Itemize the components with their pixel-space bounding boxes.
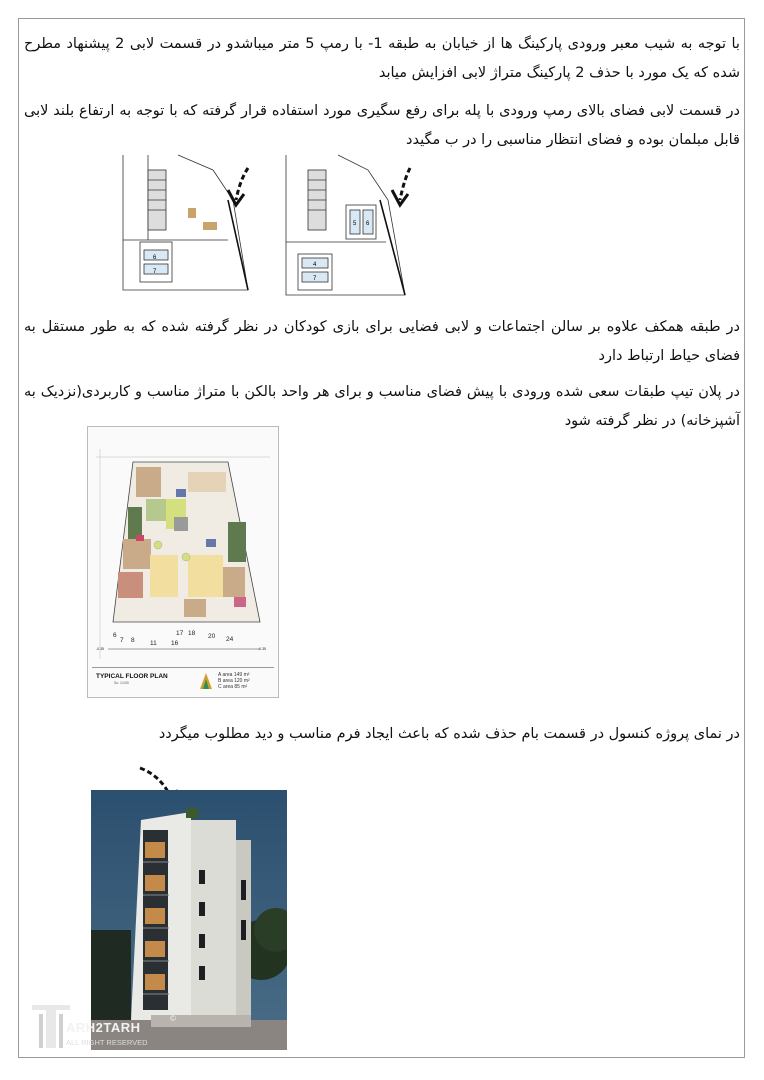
parking-lobby-plans [118,150,418,298]
room-number: 11 [150,640,157,647]
paragraph-parking-ramp: با توجه به شیب معبر ورودی پارکینگ ها از خیابان به طبقه 1- با رمپ 5 متر میباشدو در قسمت لابی 2 پیشنهاد مطرح شده که یک مورد با حذف 2 پارکینگ متراژ لابی افزایش میابد [24,36,740,81]
parking-right-car-1: 5 [353,221,357,227]
legend-value: 120 m² [234,678,250,684]
parking-plan-left [123,155,248,290]
legend-label: A area [218,672,233,678]
watermark-copyright: © [170,1014,176,1023]
logo-mark-icon [198,671,214,691]
paragraph-ground-floor: در طبقه همکف علاوه بر سالن اجتماعات و لابی فضایی برای بازی کودکان در نظر گرفته شده که به طور مستقل به فضای حیاط ارتباط دارد [24,319,740,364]
paragraph-facade: در نمای پروژه کنسول در قسمت بام حذف شده که باعث ایجاد فرم مناسب و دید مطلوب میگردد [158,726,740,742]
area-legend [218,672,250,690]
legend-label: C area [218,684,234,690]
watermark-brand: ARH2TARH [66,1020,141,1035]
room-number: 24 [226,636,234,643]
legend-value: 149 m² [233,672,250,678]
room-number: 16 [171,640,179,647]
paragraph-typical-floor: در پلان تیپ طبقات سعی شده ورودی با پیش فضای مناسب و برای هر واحد بالکن با متراژ مناسب و کاربردی(نزدیک به آشپزخانه) در نظر گرفته شود [24,384,740,429]
room-number: 18 [188,630,196,637]
parking-left-car-2: 7 [153,269,157,275]
parking-left-car-1: 6 [153,255,157,261]
room-number: 8 [131,637,135,644]
level-label: -0.35 [258,647,266,651]
legend-label: B area [218,678,233,684]
room-number: 7 [120,637,124,644]
parking-right-car-2: 6 [366,221,370,227]
room-number: 6 [113,632,117,639]
paragraph-lobby: در قسمت لابی فضای بالای رمپ ورودی با پله برای رفع سگیری مورد استفاده قرار گرفته که با توجه به ارتفاع بلند لابی قابل مبلمان بوده و فضای انتظار مناسبی را در ب مگیدد [24,103,740,148]
room-number: 20 [208,633,216,640]
plan-scale: Sc: 1/100 [114,681,129,685]
facade-render [91,790,287,1050]
level-label: -0.35 [96,647,104,651]
typical-floor-plan [87,426,279,698]
plan-title: TYPICAL FLOOR PLAN [96,673,168,680]
parking-plan-right [286,155,405,295]
legend-value: 85 m² [234,684,248,690]
room-number: 17 [176,630,184,637]
parking-right-car-3: 4 [313,262,317,268]
parking-right-car-4: 7 [313,276,317,282]
watermark-rights: ALL RIGHT RESERVED [66,1038,148,1047]
